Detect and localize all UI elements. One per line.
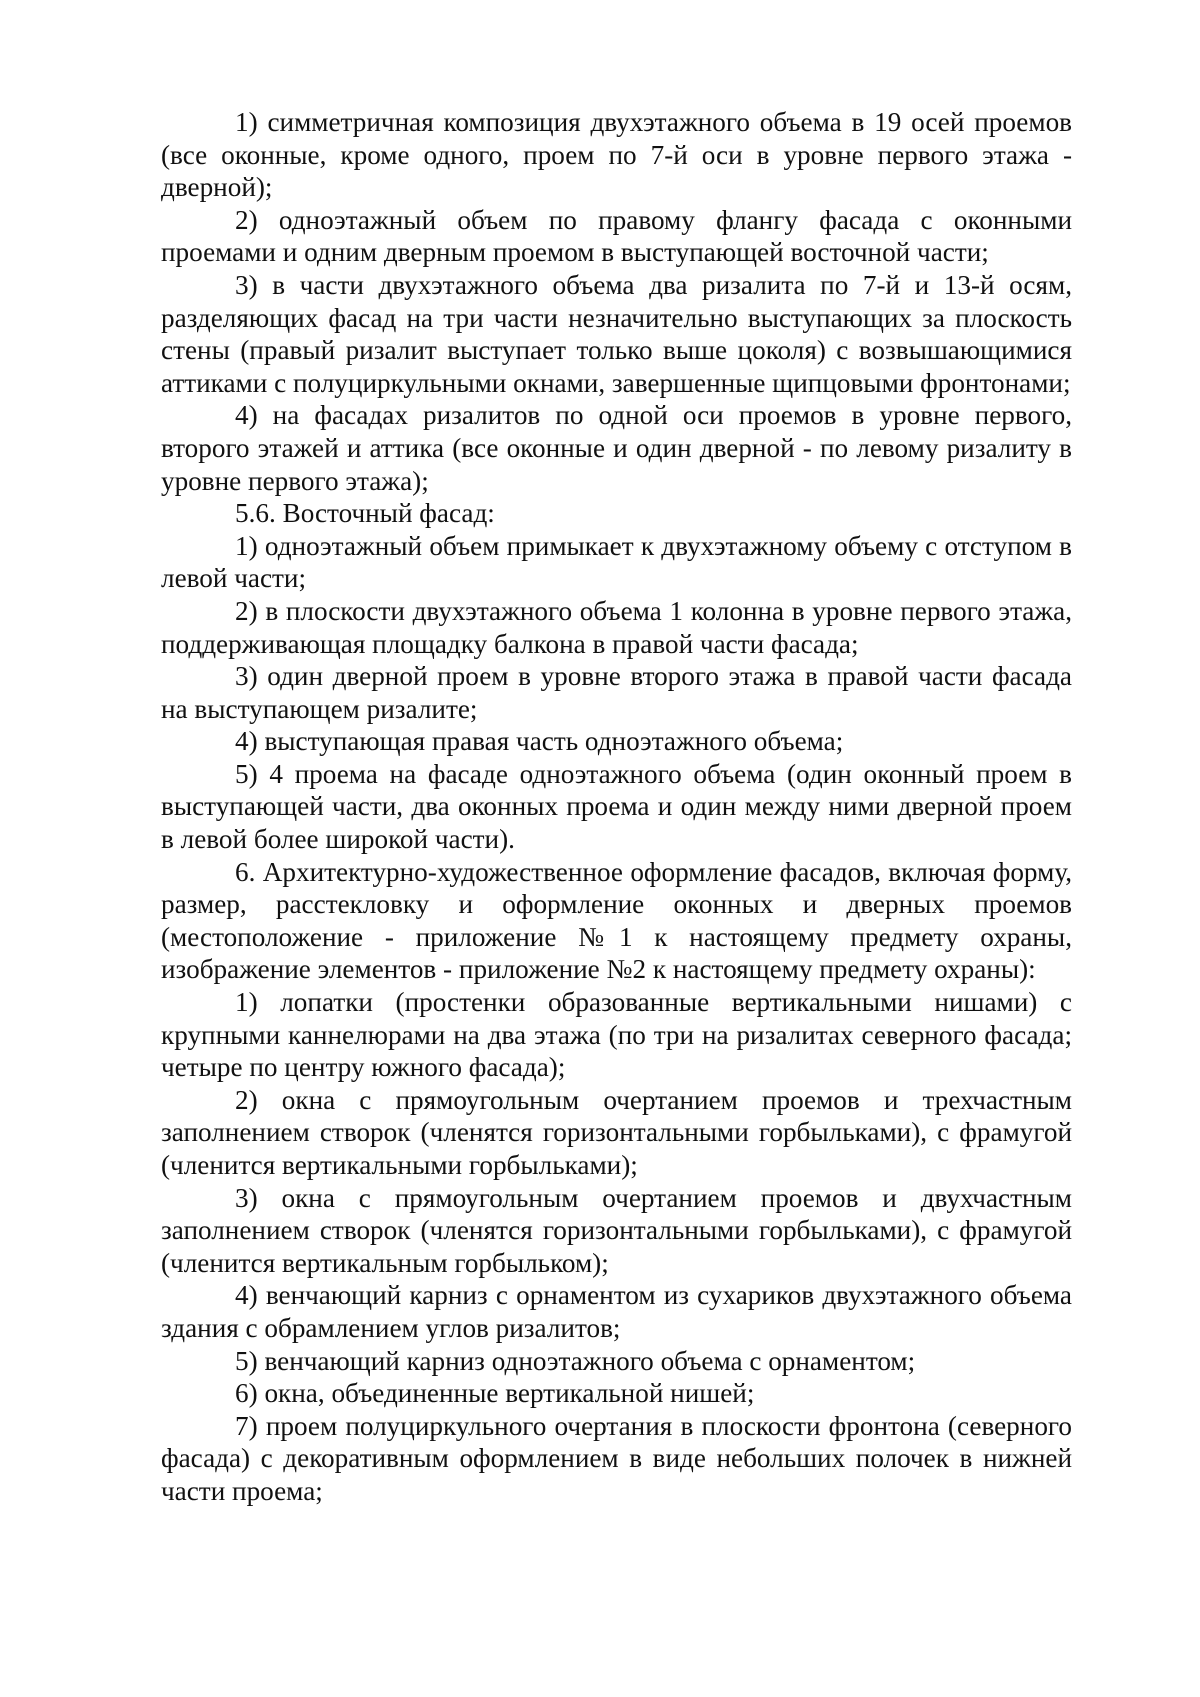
paragraph-design-item-3: 3) окна с прямоугольным очертанием проемов и двухчастным заполнением створок (членятся горизонтальными горбыльками), с фрамугой (членится вертикальным горбыльком); bbox=[161, 1182, 1072, 1278]
document-page bbox=[161, 106, 1072, 1508]
paragraph-item-2: 2) одноэтажный объем по правому флангу фасада с оконными проемами и одним дверным проемом в выступающей восточной части; bbox=[161, 204, 1072, 268]
paragraph-item-1-east: 1) одноэтажный объем примыкает к двухэтажному объему с отступом в левой части; bbox=[161, 530, 1072, 594]
paragraph-item-5-east: 5) 4 проема на фасаде одноэтажного объема (один оконный проем в выступающей части, два оконных проема и один между ними дверной проем в левой более широкой части). bbox=[161, 758, 1072, 855]
paragraph-design-item-1: 1) лопатки (простенки образованные вертикальными нишами) с крупными каннелюрами на два этажа (по три на ризалитах северного фасада; четыре по центру южного фасада); bbox=[161, 987, 1072, 1083]
paragraph-design-item-4: 4) венчающий карниз с орнаментом из сухариков двухэтажного объема здания с обрамлением углов ризалитов; bbox=[161, 1280, 1072, 1343]
paragraph-item-3: 3) в части двухэтажного объема два ризалита по 7-й и 13-й осям, разделяющих фасад на три части незначительно выступающих за плоскость стены (правый ризалит выступает только выше цоколя) с возвышающимися аттиками с полуциркульными окнами, завершенные щипцовыми фронтонами; bbox=[161, 269, 1072, 398]
paragraph-item-1: 1) симметричная композиция двухэтажного объема в 19 осей проемов (все оконные, кроме одного, проем по 7-й оси в уровне первого этажа - дверной); bbox=[161, 107, 1072, 203]
paragraph-design-item-6: 6) окна, объединенные вертикальной нишей; bbox=[235, 1378, 755, 1409]
paragraph-item-4-east: 4) выступающая правая часть одноэтажного объема; bbox=[235, 726, 844, 757]
paragraph-item-3-east: 3) один дверной проем в уровне второго этажа в правой части фасада на выступающем ризалите; bbox=[161, 661, 1072, 724]
paragraph-design-item-7: 7) проем полуциркульного очертания в плоскости фронтона (северного фасада) с декоративным оформлением в виде небольших полочек в нижней части проема; bbox=[161, 1410, 1072, 1506]
section-heading-east-facade: 5.6. Восточный фасад: bbox=[235, 498, 495, 529]
paragraph-item-2-east: 2) в плоскости двухэтажного объема 1 колонна в уровне первого этажа, поддерживающая площадку балкона в правой части фасада; bbox=[161, 595, 1072, 659]
paragraph-design-item-2: 2) окна с прямоугольным очертанием проемов и трехчастным заполнением створок (членятся горизонтальными горбыльками), с фрамугой (членится вертикальными горбыльками); bbox=[161, 1084, 1072, 1180]
section-heading-architectural-design: 6. Архитектурно-художественное оформление фасадов, включая форму, размер, расстекловку и оформление оконных и дверных проемов (местоположение - приложение №1 к настоящему предмету охраны, изображение элементов - приложение №2 к настоящему предмету охраны): bbox=[161, 856, 1072, 985]
paragraph-design-item-5: 5) венчающий карниз одноэтажного объема с орнаментом; bbox=[235, 1345, 916, 1376]
paragraph-item-4: 4) на фасадах ризалитов по одной оси проемов в уровне первого, второго этажей и аттика (все оконные и один дверной - по левому ризалиту в уровне первого этажа); bbox=[161, 400, 1072, 496]
